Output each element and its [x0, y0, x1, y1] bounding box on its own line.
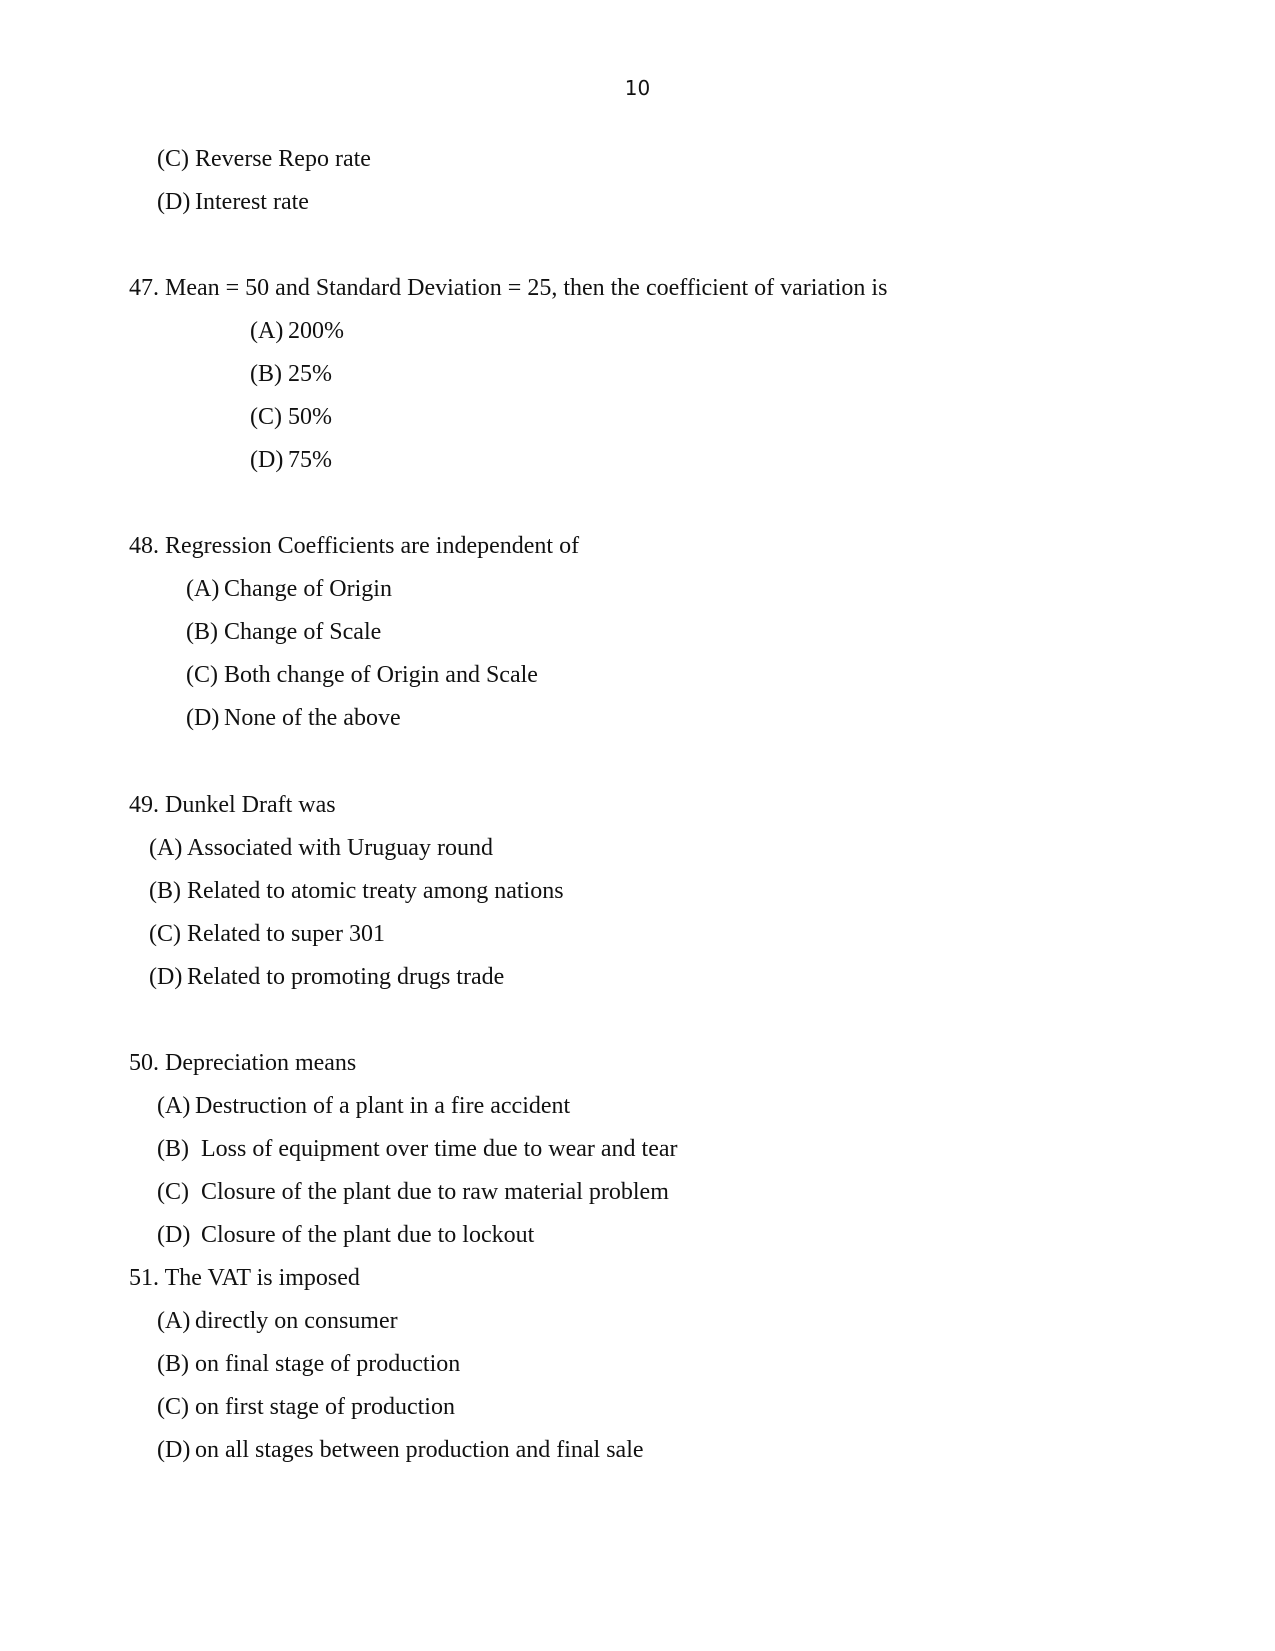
- option-text: Change of Scale: [224, 619, 382, 645]
- option-letter: (D): [250, 447, 284, 473]
- question-48-option-b: [186, 620, 381, 644]
- question-50-option-d: [157, 1223, 534, 1247]
- option-text: Related to atomic treaty among nations: [187, 878, 564, 904]
- option-text: Destruction of a plant in a fire accident: [195, 1093, 571, 1119]
- question-51-option-c: [157, 1395, 455, 1419]
- question-49-option-d: [149, 965, 504, 989]
- option-letter: (C): [157, 146, 189, 172]
- option-letter: (B): [157, 1351, 189, 1377]
- question-48-option-d: [186, 706, 401, 730]
- prev-option-d: [157, 190, 309, 214]
- option-letter: (C): [186, 662, 218, 688]
- option-text: on first stage of production: [195, 1394, 455, 1420]
- option-text: on all stages between production and final sale: [195, 1437, 644, 1463]
- option-letter: (D): [157, 189, 191, 215]
- option-text: 25%: [288, 361, 332, 387]
- question-47-stem: 47. Mean = 50 and Standard Deviation = 25, then the coefficient of variation is: [129, 275, 888, 301]
- option-text: Reverse Repo rate: [195, 146, 371, 172]
- question-48-option-a: [186, 577, 392, 601]
- option-text: Associated with Uruguay round: [187, 835, 493, 861]
- option-letter: (A): [186, 576, 220, 602]
- question-50-option-b: [157, 1137, 678, 1161]
- option-text: 75%: [288, 447, 332, 473]
- option-text: Closure of the plant due to raw material problem: [201, 1179, 669, 1205]
- question-50-option-c: [157, 1180, 669, 1204]
- question-51-option-a: [157, 1309, 398, 1333]
- option-text: Related to super 301: [187, 921, 385, 947]
- option-text: Loss of equipment over time due to wear and tear: [201, 1136, 678, 1162]
- question-49-stem: 49. Dunkel Draft was: [129, 792, 336, 818]
- option-text: Related to promoting drugs trade: [187, 964, 505, 990]
- question-49-option-b: [149, 879, 564, 903]
- option-letter: (A): [250, 318, 284, 344]
- option-letter: (C): [149, 921, 181, 947]
- option-letter: (B): [149, 878, 181, 904]
- option-letter: (B): [250, 361, 282, 387]
- question-47-option-b: [250, 362, 332, 386]
- option-letter: (D): [186, 705, 220, 731]
- question-50-option-a: [157, 1094, 570, 1118]
- option-letter: (B): [157, 1136, 189, 1162]
- question-47-option-d: [250, 448, 332, 472]
- question-51-stem: 51. The VAT is imposed: [129, 1265, 360, 1291]
- option-text: Closure of the plant due to lockout: [201, 1222, 535, 1248]
- option-letter: (B): [186, 619, 218, 645]
- option-letter: (C): [250, 404, 282, 430]
- option-letter: (C): [157, 1394, 189, 1420]
- option-text: 200%: [288, 318, 344, 344]
- question-51-option-b: [157, 1352, 460, 1376]
- question-51-option-d: [157, 1438, 644, 1462]
- option-text: Both change of Origin and Scale: [224, 662, 538, 688]
- option-letter: (D): [149, 964, 183, 990]
- option-letter: (A): [157, 1093, 191, 1119]
- question-50-stem: 50. Depreciation means: [129, 1050, 357, 1076]
- option-letter: (D): [157, 1222, 191, 1248]
- question-48-stem: 48. Regression Coefficients are independent of: [129, 533, 580, 559]
- option-letter: (C): [157, 1179, 189, 1205]
- question-49-option-c: [149, 922, 385, 946]
- option-letter: (A): [149, 835, 183, 861]
- option-text: on final stage of production: [195, 1351, 461, 1377]
- option-letter: (A): [157, 1308, 191, 1334]
- question-49-option-a: [149, 836, 493, 860]
- page-number: 10: [624, 76, 651, 100]
- option-text: Change of Origin: [224, 576, 392, 602]
- prev-option-c: [157, 147, 371, 171]
- option-text: None of the above: [224, 705, 401, 731]
- question-47-option-c: [250, 405, 332, 429]
- option-text: directly on consumer: [195, 1308, 398, 1334]
- option-text: Interest rate: [195, 189, 309, 215]
- option-letter: (D): [157, 1437, 191, 1463]
- question-47-option-a: [250, 319, 344, 343]
- question-48-option-c: [186, 663, 538, 687]
- option-text: 50%: [288, 404, 332, 430]
